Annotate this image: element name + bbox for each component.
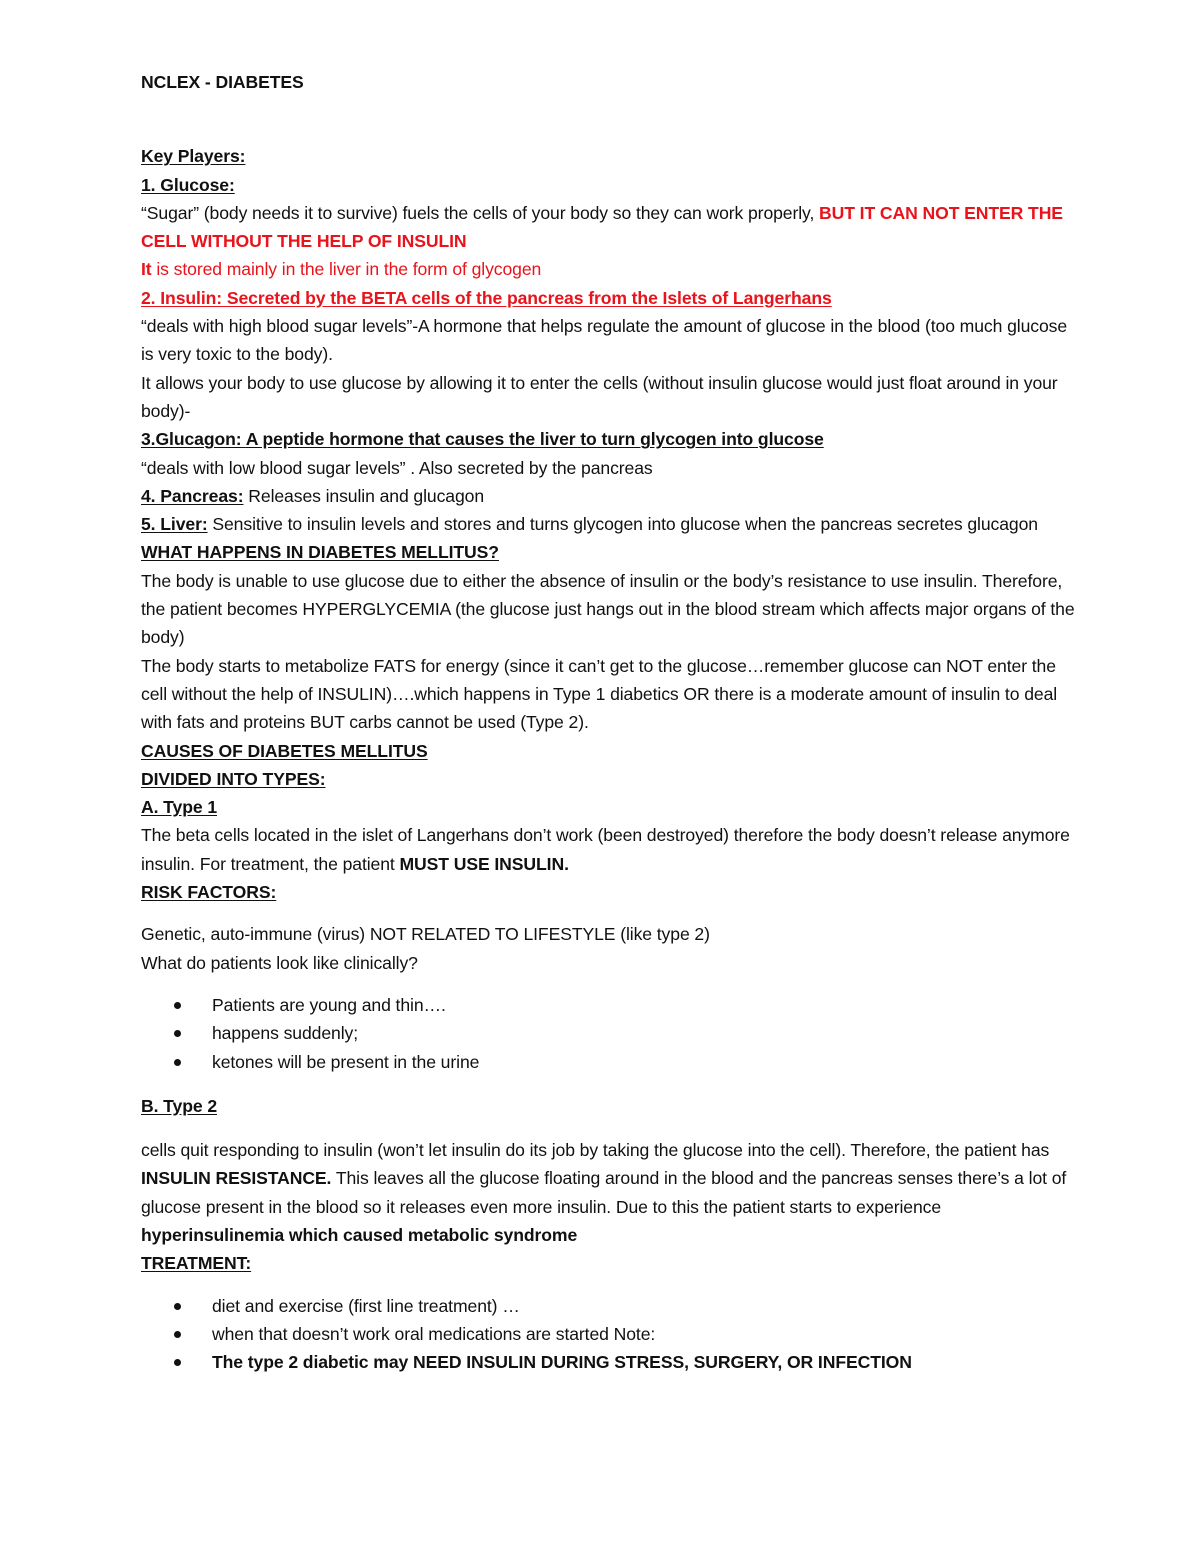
- document-body: [141, 68, 1076, 1376]
- what-happens-para-1: The body is unable to use glucose due to either the absence of insulin or the body’s resistance to use insulin. Therefore, the patient becomes HYPERGLYCEMIA (the glucose just hangs out in the blood stream which affects major organs of the body): [141, 570, 1075, 648]
- spacer: [141, 96, 1076, 142]
- spacer: [141, 977, 1076, 991]
- list-item-text: when that doesn’t work oral medications are started Note:: [212, 1323, 656, 1344]
- causes-heading: CAUSES OF DIABETES MELLITUS: [141, 740, 428, 761]
- bullet-icon: [174, 1030, 181, 1037]
- glucose-storage-lead: It: [141, 259, 152, 280]
- insulin-heading: 2. Insulin:: [141, 287, 223, 308]
- type1-text: The beta cells located in the islet of Langerhans don’t work (been destroyed) therefore the body doesn’t release anymore insulin. For treatment, the patient: [141, 825, 1070, 874]
- type1-paragraph: [141, 821, 1076, 878]
- liver-text: Sensitive to insulin levels and stores and turns glycogen into glucose when the pancreas secretes glucagon: [207, 514, 1038, 535]
- glucagon-subheading: A peptide hormone that causes the liver to turn glycogen into glucose: [245, 429, 824, 450]
- list-item-text: Patients are young and thin….: [212, 994, 446, 1015]
- glucose-text: “Sugar” (body needs it to survive) fuels the cells of your body so they can work properly,: [141, 202, 820, 223]
- type2-paragraph: [141, 1136, 1076, 1249]
- list-item: [141, 1048, 1076, 1076]
- glucose-storage: [141, 255, 1076, 283]
- insulin-text-2: It allows your body to use glucose by allowing it to enter the cells (without insulin glucose would just float around in your body)-: [141, 372, 1058, 421]
- glucose-heading: 1. Glucose:: [141, 174, 235, 195]
- type2-emphasis-1: INSULIN RESISTANCE.: [141, 1168, 332, 1189]
- type1-emphasis: MUST USE INSULIN.: [399, 853, 569, 874]
- pancreas-line: [141, 482, 1076, 510]
- bullet-icon: [174, 1331, 181, 1338]
- spacer: [141, 1076, 1076, 1092]
- bullet-icon: [174, 1059, 181, 1066]
- list-item: [141, 1348, 1076, 1376]
- bullet-icon: [174, 1303, 181, 1310]
- insulin-text-1: “deals with high blood sugar levels”-A hormone that helps regulate the amount of glucose in the blood (too much glucose is very toxic to the body).: [141, 316, 1068, 365]
- glucose-storage-text: is stored mainly in the liver in the form of glycogen: [151, 259, 542, 280]
- list-item-text: The type 2 diabetic may NEED INSULIN DURING STRESS, SURGERY, OR INFECTION: [212, 1352, 912, 1373]
- list-item: [141, 1019, 1076, 1047]
- list-item: [141, 1292, 1076, 1320]
- spacer: [141, 1120, 1076, 1136]
- glucagon-heading: 3.Glucagon:: [141, 429, 242, 450]
- treatment-heading: TREATMENT:: [141, 1253, 252, 1274]
- spacer: [141, 906, 1076, 920]
- liver-heading: 5. Liver:: [141, 514, 208, 535]
- divided-heading: DIVIDED INTO TYPES:: [141, 768, 326, 789]
- pancreas-heading: 4. Pancreas:: [141, 485, 244, 506]
- type2-text-2: This leaves all the glucose floating around in the blood and the pancreas senses there’s a lot of glucose present in the blood so it releases even more insulin. Due to this the patient starts to experience: [141, 1168, 1067, 1217]
- type2-heading: B. Type 2: [141, 1095, 218, 1116]
- list-item-text: ketones will be present in the urine: [212, 1051, 480, 1072]
- risk-factors-heading: RISK FACTORS:: [141, 882, 277, 903]
- bullet-icon: [174, 1359, 181, 1366]
- list-item-text: diet and exercise (first line treatment) …: [212, 1295, 520, 1316]
- type2-text-1: cells quit responding to insulin (won’t let insulin do its job by taking the glucose into the cell). Therefore, the patient has: [141, 1140, 1050, 1161]
- key-players-heading: Key Players:: [141, 146, 246, 167]
- list-item-text: happens suddenly;: [212, 1023, 359, 1044]
- clinical-question: What do patients look like clinically?: [141, 952, 418, 973]
- liver-line: [141, 510, 1076, 538]
- what-happens-para-2: The body starts to metabolize FATS for energy (since it can’t get to the glucose…remember glucose can NOT enter the cell without the help of INSULIN)….which happens in Type 1 diabetics OR there is a moderate amount of insulin to deal with fats and proteins BUT carbs cannot be used (Type 2).: [141, 655, 1058, 733]
- glucose-emphasis: BUT IT CAN NOT ENTER THE CELL WITHOUT THE HELP OF INSULIN: [141, 202, 1063, 252]
- type1-bullet-list: [141, 991, 1076, 1076]
- glucose-paragraph: [141, 199, 1076, 256]
- pancreas-text: Releases insulin and glucagon: [243, 485, 485, 506]
- treatment-bullet-list: [141, 1292, 1076, 1377]
- glucagon-text: “deals with low blood sugar levels” . Also secreted by the pancreas: [141, 457, 653, 478]
- type2-emphasis-2: hyperinsulinemia which caused metabolic syndrome: [141, 1224, 578, 1245]
- risk-factors-text: Genetic, auto-immune (virus) NOT RELATED TO LIFESTYLE (like type 2): [141, 924, 710, 945]
- glucagon-heading-line: [141, 425, 1076, 453]
- list-item: [141, 991, 1076, 1019]
- document-title: NCLEX - DIABETES: [141, 72, 304, 92]
- list-item: [141, 1320, 1076, 1348]
- insulin-subheading: Secreted by the BETA cells of the pancreas from the Islets of Langerhans: [226, 287, 832, 308]
- insulin-heading-line: [141, 284, 1076, 312]
- type1-heading: A. Type 1: [141, 797, 218, 818]
- what-happens-heading: WHAT HAPPENS IN DIABETES MELLITUS?: [141, 542, 499, 563]
- spacer: [141, 1278, 1076, 1292]
- bullet-icon: [174, 1002, 181, 1009]
